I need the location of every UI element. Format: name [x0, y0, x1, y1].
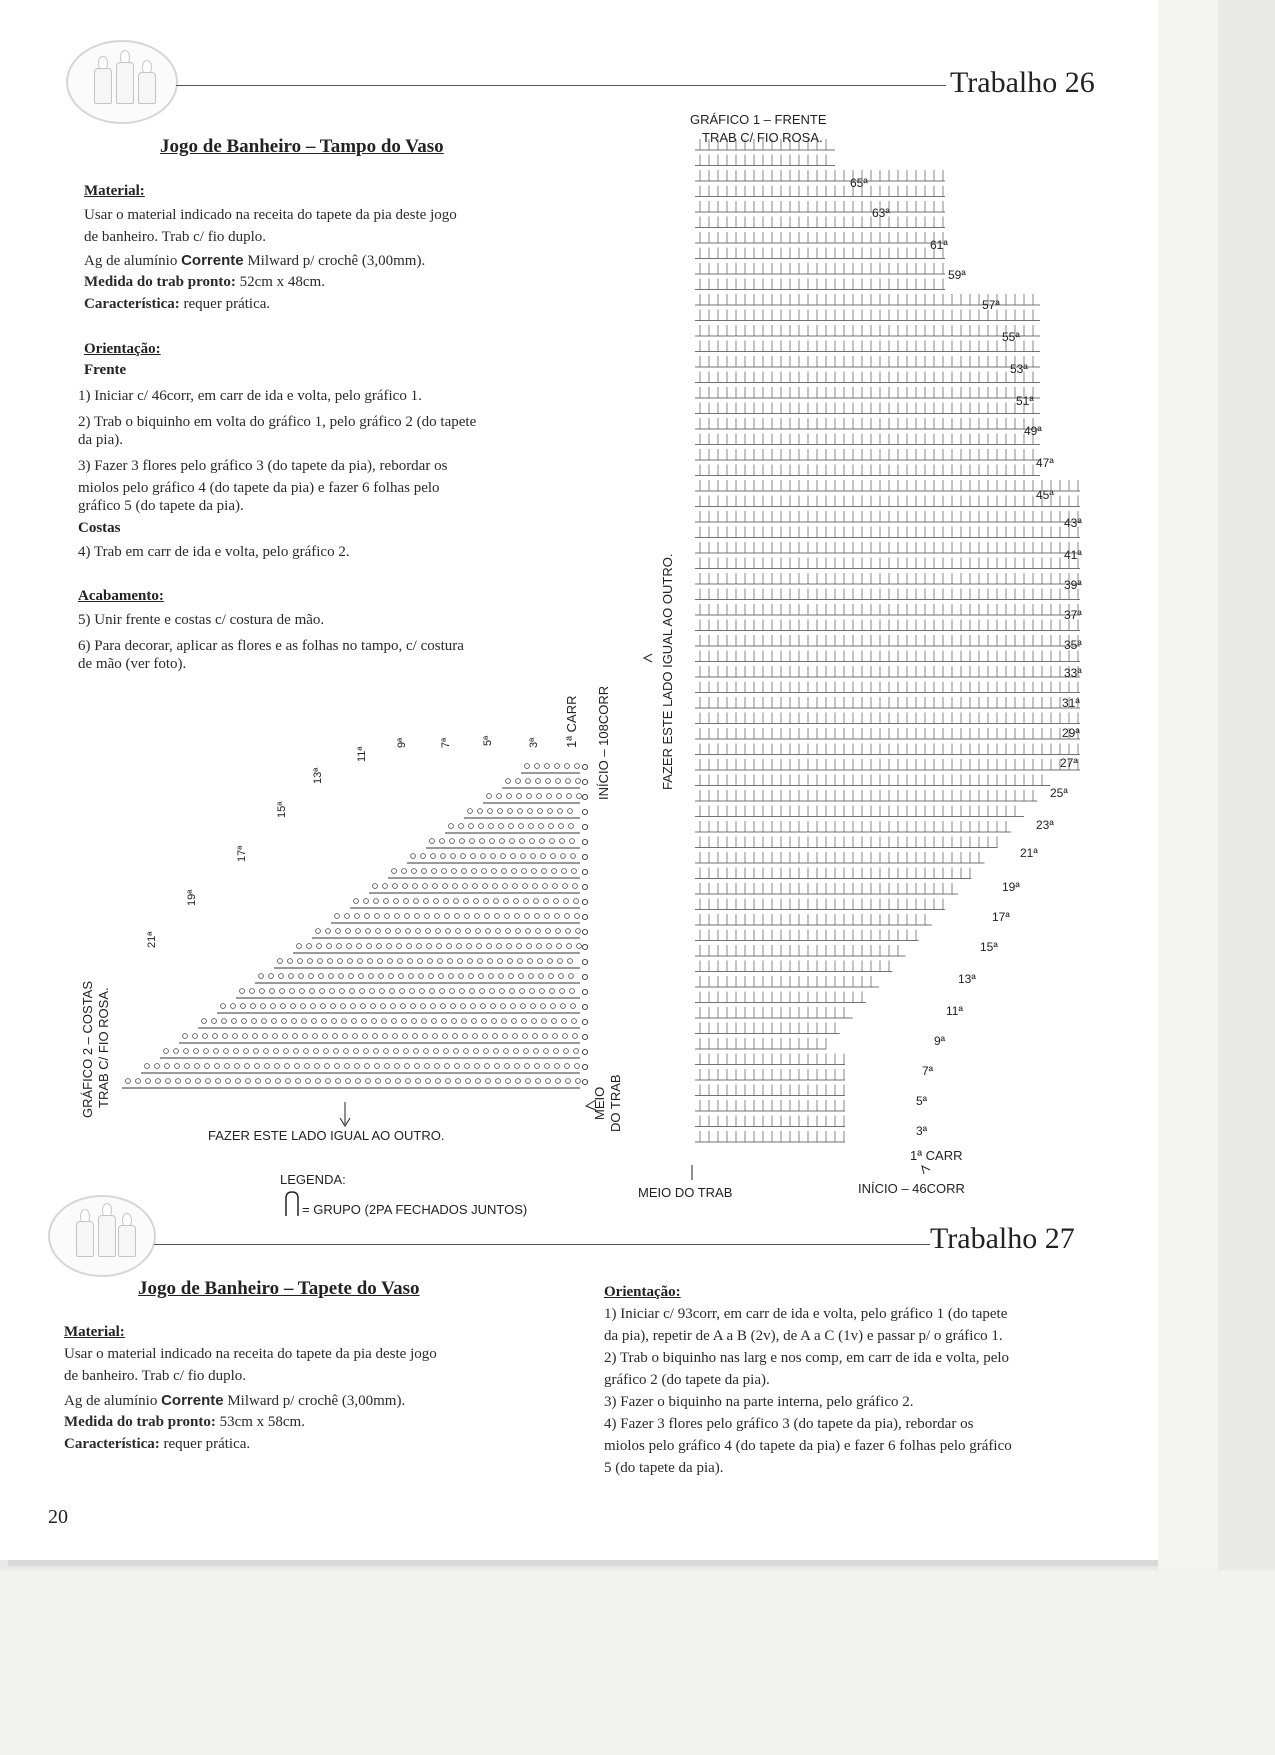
grafico2-row-label: 9ª: [396, 737, 408, 748]
step-line: 1) Iniciar c/ 46corr, em carr de ida e volta, pelo gráfico 1.: [78, 388, 422, 404]
grafico1-row-label: 15ª: [980, 940, 998, 954]
grafico1-middle: MEIO DO TRAB: [638, 1185, 733, 1200]
candles-medallion-icon: [48, 1195, 156, 1277]
finishing-line: 6) Para decorar, aplicar as flores e as folhas no tampo, c/ costura: [78, 638, 464, 654]
grafico2-row-label: 19ª: [186, 889, 198, 906]
grafico2-row-label: 21ª: [146, 931, 158, 948]
material-heading: Material:: [64, 1324, 125, 1340]
grafico1-row-label: 41ª: [1064, 548, 1082, 562]
grafico1-row-label: 59ª: [948, 268, 966, 282]
trabalho-26-heading: Trabalho 26: [950, 66, 1095, 99]
step-line: 2) Trab o biquinho em volta do gráfico 1, pelo gráfico 2 (do tapete: [78, 414, 477, 430]
size-label: Medida do trab pronto:: [64, 1414, 216, 1430]
needle-suffix: Milward p/ crochê (3,00mm).: [227, 1393, 406, 1409]
grafico2-row-label: 3ª: [528, 737, 540, 748]
grafico1-row-label: 51ª: [1016, 394, 1034, 408]
feature-label: Característica:: [64, 1436, 160, 1452]
material-line: Usar o material indicado na receita do tapete da pia deste jogo: [84, 207, 457, 223]
step-line: gráfico 5 (do tapete da pia).: [78, 498, 244, 514]
grafico1-row-label: 3ª: [916, 1124, 928, 1138]
material-heading: Material:: [84, 183, 145, 199]
needle-suffix: Milward p/ crochê (3,00mm).: [247, 253, 426, 269]
grafico1-row-label: 57ª: [982, 298, 1000, 312]
grafico1-row-label: 7ª: [922, 1064, 934, 1078]
grafico2-first-row: 1ª CARR: [564, 695, 579, 748]
grafico1-row-label: 27ª: [1060, 756, 1078, 770]
trabalho-27-title: Jogo de Banheiro – Tapete do Vaso: [138, 1278, 420, 1299]
feature-value: requer prática.: [183, 296, 271, 312]
orientation-heading: Orientação:: [604, 1284, 681, 1300]
grafico1-row-label: 55ª: [1002, 330, 1020, 344]
grafico2-middle: MEIO: [592, 1086, 607, 1120]
grafico1-row-label: 21ª: [1020, 846, 1038, 860]
grafico2-row-label: 5ª: [482, 735, 494, 746]
header-rule: [154, 1244, 930, 1245]
grafico2-subtitle: TRAB C/ FIO ROSA.: [96, 987, 111, 1108]
legend-heading: LEGENDA:: [280, 1172, 346, 1187]
step-line: 3) Fazer 3 flores pelo gráfico 3 (do tapete da pia), rebordar os: [78, 458, 448, 474]
grafico2-row-label: 15ª: [276, 801, 288, 818]
step-line: miolos pelo gráfico 4 (do tapete da pia) e fazer 6 folhas pelo gráfico: [604, 1438, 1012, 1454]
feature-label: Característica:: [84, 296, 180, 312]
feature-value: requer prática.: [163, 1436, 251, 1452]
grafico2-row-label: 13ª: [312, 767, 324, 784]
grafico2-middle: DO TRAB: [608, 1074, 623, 1132]
step-line: 5 (do tapete da pia).: [604, 1460, 724, 1476]
grafico1-mirror-arrow: [644, 654, 652, 662]
finishing-line: de mão (ver foto).: [78, 656, 187, 672]
grafico1-first-row: 1ª CARR: [910, 1148, 963, 1163]
material-line: Usar o material indicado na receita do tapete da pia deste jogo: [64, 1346, 437, 1362]
back-label: Costas: [78, 520, 121, 536]
needle-prefix: Ag de alumínio: [84, 253, 178, 269]
finishing-heading: Acabamento:: [78, 588, 164, 604]
grafico1-row-label: 49ª: [1024, 424, 1042, 438]
needle-brand: Corrente: [161, 1392, 224, 1409]
grafico1-start-arrow: [922, 1166, 930, 1174]
grafico1-row-label: 61ª: [930, 238, 948, 252]
grafico1-row-label: 25ª: [1050, 786, 1068, 800]
needle-line: [64, 1392, 405, 1410]
size-line: [64, 1414, 305, 1431]
grafico2-row-label: 11ª: [356, 746, 368, 762]
grafico1-row-label: 11ª: [946, 1004, 963, 1018]
trabalho-27-heading: Trabalho 27: [930, 1222, 1075, 1255]
step-line: 4) Trab em carr de ida e volta, pelo gráfico 2.: [78, 544, 350, 560]
grafico1-row-label: 31ª: [1062, 696, 1080, 710]
feature-line: [64, 1436, 250, 1453]
grafico1-row-label: 63ª: [872, 206, 890, 220]
step-line: 4) Fazer 3 flores pelo gráfico 3 (do tapete da pia), rebordar os: [604, 1416, 974, 1432]
grafico1-subtitle: TRAB C/ FIO ROSA.: [702, 130, 823, 145]
step-line: 2) Trab o biquinho nas larg e nos comp, em carr de ida e volta, pelo: [604, 1350, 1010, 1366]
grafico1-row-label: 29ª: [1062, 726, 1080, 740]
step-line: gráfico 2 (do tapete da pia).: [604, 1372, 770, 1388]
material-line: de banheiro. Trab c/ fio duplo.: [84, 229, 267, 245]
needle-brand: Corrente: [181, 252, 244, 269]
grafico2-row-label: 7ª: [440, 737, 452, 748]
grafico1-start: INÍCIO – 46CORR: [858, 1181, 965, 1196]
orientation-heading: Orientação:: [84, 341, 161, 357]
page-number: 20: [48, 1506, 68, 1528]
grafico1-row-label: 45ª: [1036, 488, 1054, 502]
grafico1-row-label: 13ª: [958, 972, 976, 986]
grafico1-title: GRÁFICO 1 – FRENTE: [690, 112, 827, 127]
grafico1-row-label: 39ª: [1064, 578, 1082, 592]
grafico1-row-label: 9ª: [934, 1034, 946, 1048]
grafico1-row-label: 5ª: [916, 1094, 928, 1108]
legend-item: = GRUPO (2PA FECHADOS JUNTOS): [302, 1202, 528, 1217]
front-label: Frente: [84, 362, 127, 378]
size-label: Medida do trab pronto:: [84, 274, 236, 290]
material-line: de banheiro. Trab c/ fio duplo.: [64, 1368, 247, 1384]
grafico2-row-label: 17ª: [236, 845, 248, 862]
step-line: 1) Iniciar c/ 93corr, em carr de ida e volta, pelo gráfico 1 (do tapete: [604, 1306, 1008, 1322]
grafico2-start: INÍCIO – 108CORR: [596, 685, 611, 800]
grafico1-row-label: 43ª: [1064, 516, 1082, 530]
grafico1-row-label: 47ª: [1036, 456, 1054, 470]
step-line: 3) Fazer o biquinho na parte interna, pelo gráfico 2.: [604, 1394, 914, 1410]
step-line: miolos pelo gráfico 4 (do tapete da pia) e fazer 6 folhas pelo: [78, 480, 440, 496]
size-value: 52cm x 48cm.: [239, 274, 325, 290]
grafico1-row-label: 17ª: [992, 910, 1010, 924]
grafico1-row-label: 19ª: [1002, 880, 1020, 894]
needle-prefix: Ag de alumínio: [64, 1393, 158, 1409]
grafico1-row-label: 65ª: [850, 176, 868, 190]
grafico2-mirror-note: FAZER ESTE LADO IGUAL AO OUTRO.: [208, 1128, 445, 1143]
grafico1-row-label: 33ª: [1064, 666, 1082, 680]
grafico1-mirror-note: FAZER ESTE LADO IGUAL AO OUTRO.: [660, 553, 675, 790]
group-stitch-icon: [282, 1190, 302, 1218]
step-line: da pia).: [78, 432, 123, 448]
grafico1-row-label: 37ª: [1064, 608, 1082, 622]
grafico1-row-label: 53ª: [1010, 362, 1028, 376]
grafico1-row-label: 23ª: [1036, 818, 1054, 832]
step-line: da pia), repetir de A a B (2v), de A a C (1v) e passar p/ o gráfico 1.: [604, 1328, 1003, 1344]
size-value: 53cm x 58cm.: [219, 1414, 305, 1430]
grafico1-row-label: 35ª: [1064, 638, 1082, 652]
finishing-line: 5) Unir frente e costas c/ costura de mão.: [78, 612, 325, 628]
grafico2-title: GRÁFICO 2 – COSTAS: [80, 980, 95, 1118]
trabalho-26-title: Jogo de Banheiro – Tampo do Vaso: [160, 136, 444, 157]
